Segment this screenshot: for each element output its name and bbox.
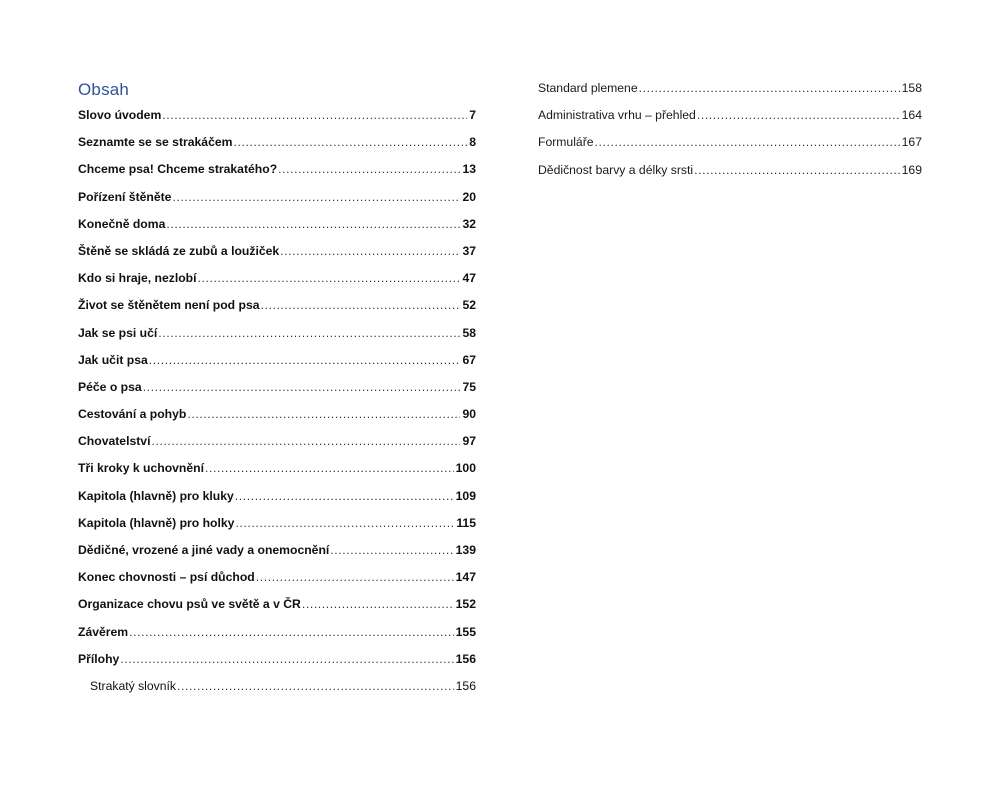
toc-list-right	[538, 77, 922, 186]
toc-entry-title: Organizace chovu psů ve světě a v ČR	[78, 597, 301, 612]
toc-dot-leader	[235, 485, 454, 507]
toc-entry-title: Kdo si hraje, nezlobí	[78, 271, 197, 286]
toc-dot-leader	[158, 322, 460, 344]
toc-entry[interactable]	[78, 403, 476, 430]
toc-entry[interactable]	[78, 593, 476, 620]
toc-dot-leader	[261, 294, 461, 316]
toc-entry[interactable]	[538, 77, 922, 104]
toc-entry-page: 32	[462, 216, 476, 231]
toc-entry[interactable]	[538, 159, 922, 186]
toc-dot-leader	[166, 213, 460, 235]
toc-entry[interactable]	[78, 621, 476, 648]
toc-entry[interactable]	[78, 104, 476, 131]
toc-entry-page: 67	[462, 352, 476, 367]
toc-entry-page: 97	[462, 434, 476, 449]
toc-entry[interactable]	[78, 430, 476, 457]
toc-entry-title: Dědičnost barvy a délky srsti	[538, 162, 694, 177]
toc-dot-leader	[129, 621, 454, 643]
toc-entry[interactable]	[78, 457, 476, 484]
toc-dot-leader	[162, 104, 467, 126]
toc-entry[interactable]	[78, 566, 476, 593]
toc-entry-title: Strakatý slovník	[90, 678, 177, 693]
toc-entry[interactable]	[78, 322, 476, 349]
toc-entry-title: Seznamte se se strakáčem	[78, 135, 233, 150]
toc-entry-page: 169	[901, 162, 922, 177]
toc-entry-title: Přílohy	[78, 651, 120, 666]
toc-entry-page: 155	[455, 624, 476, 639]
toc-entry-page: 75	[462, 379, 476, 394]
toc-entry[interactable]	[78, 485, 476, 512]
toc-entry[interactable]	[538, 131, 922, 158]
toc-dot-leader	[205, 457, 454, 479]
toc-entry-title: Chceme psa! Chceme strakatého?	[78, 162, 278, 177]
toc-entry-title: Jak se psi učí	[78, 325, 158, 340]
toc-dot-leader	[172, 186, 460, 208]
toc-dot-leader	[187, 403, 460, 425]
toc-entry-page: 152	[455, 597, 476, 612]
toc-entry-title: Formuláře	[538, 135, 594, 150]
toc-entry-page: 90	[462, 407, 476, 422]
toc-entry-title: Život se štěnětem není pod psa	[78, 298, 260, 313]
toc-entry[interactable]	[78, 539, 476, 566]
toc-entry[interactable]	[78, 213, 476, 240]
toc-subentry[interactable]	[78, 675, 476, 702]
toc-entry-page: 100	[455, 461, 476, 476]
toc-entry[interactable]	[78, 512, 476, 539]
toc-entry-title: Kapitola (hlavně) pro kluky	[78, 488, 234, 503]
toc-entry-title: Administrativa vrhu – přehled	[538, 108, 696, 123]
toc-entry[interactable]	[78, 294, 476, 321]
toc-dot-leader	[330, 539, 453, 561]
toc-dot-leader	[143, 376, 461, 398]
toc-entry-page: 164	[901, 108, 922, 123]
toc-entry-title: Chovatelství	[78, 434, 151, 449]
toc-entry[interactable]	[78, 648, 476, 675]
toc-entry-title: Slovo úvodem	[78, 108, 162, 122]
toc-entry-title: Pořízení štěněte	[78, 189, 172, 204]
toc-dot-leader	[302, 593, 454, 615]
toc-entry-title: Cestování a pohyb	[78, 407, 187, 422]
toc-entry-page: 109	[455, 488, 476, 503]
toc-dot-leader	[235, 512, 454, 534]
toc-entry-page: 156	[455, 651, 476, 666]
toc-entry[interactable]	[538, 104, 922, 131]
toc-dot-leader	[198, 267, 461, 289]
toc-dot-leader	[595, 131, 900, 153]
toc-entry-title: Závěrem	[78, 624, 129, 639]
toc-dot-leader	[280, 240, 460, 262]
toc-entry[interactable]	[78, 349, 476, 376]
toc-dot-leader	[697, 104, 900, 126]
toc-entry-page: 8	[469, 135, 476, 150]
toc-entry-page: 147	[455, 570, 476, 585]
toc-dot-leader	[120, 648, 453, 670]
toc-entry-title: Péče o psa	[78, 379, 142, 394]
toc-entry-title: Tři kroky k uchovnění	[78, 461, 204, 476]
toc-entry[interactable]	[78, 131, 476, 158]
toc-entry-title: Dědičné, vrozené a jiné vady a onemocnění	[78, 543, 330, 557]
toc-entry-page: 37	[462, 243, 476, 258]
toc-heading: Obsah	[78, 80, 130, 99]
toc-entry[interactable]	[78, 376, 476, 403]
toc-entry-page: 52	[462, 298, 476, 313]
toc-dot-leader	[278, 158, 460, 180]
toc-dot-leader	[149, 349, 461, 371]
toc-entry[interactable]	[78, 158, 476, 185]
toc-entry-title: Kapitola (hlavně) pro holky	[78, 515, 235, 530]
toc-dot-leader	[177, 675, 454, 697]
toc-entry[interactable]	[78, 186, 476, 213]
toc-entry-page: 7	[469, 108, 476, 122]
toc-entry[interactable]	[78, 240, 476, 267]
toc-entry-page: 115	[456, 515, 476, 530]
toc-entry-page: 47	[462, 271, 476, 286]
toc-entry-page: 13	[462, 162, 476, 177]
toc-entry-page: 139	[455, 543, 476, 557]
toc-dot-leader	[151, 430, 460, 452]
toc-entry-title: Konec chovnosti – psí důchod	[78, 570, 255, 585]
toc-entry-page: 58	[462, 325, 476, 340]
toc-entry-title: Štěně se skládá ze zubů a loužiček	[78, 243, 280, 258]
toc-entry-title: Jak učit psa	[78, 352, 148, 367]
toc-entry-page: 158	[901, 81, 922, 95]
toc-dot-leader	[694, 159, 900, 181]
toc-entry-page: 156	[455, 678, 476, 693]
toc-dot-leader	[639, 77, 900, 99]
toc-entry-title: Standard plemene	[538, 81, 638, 95]
toc-entry[interactable]	[78, 267, 476, 294]
toc-dot-leader	[256, 566, 454, 588]
toc-entry-page: 167	[901, 135, 922, 150]
toc-entry-title: Konečně doma	[78, 216, 166, 231]
toc-dot-leader	[233, 131, 467, 153]
toc-list-left	[78, 104, 476, 702]
toc-entry-page: 20	[462, 189, 476, 204]
